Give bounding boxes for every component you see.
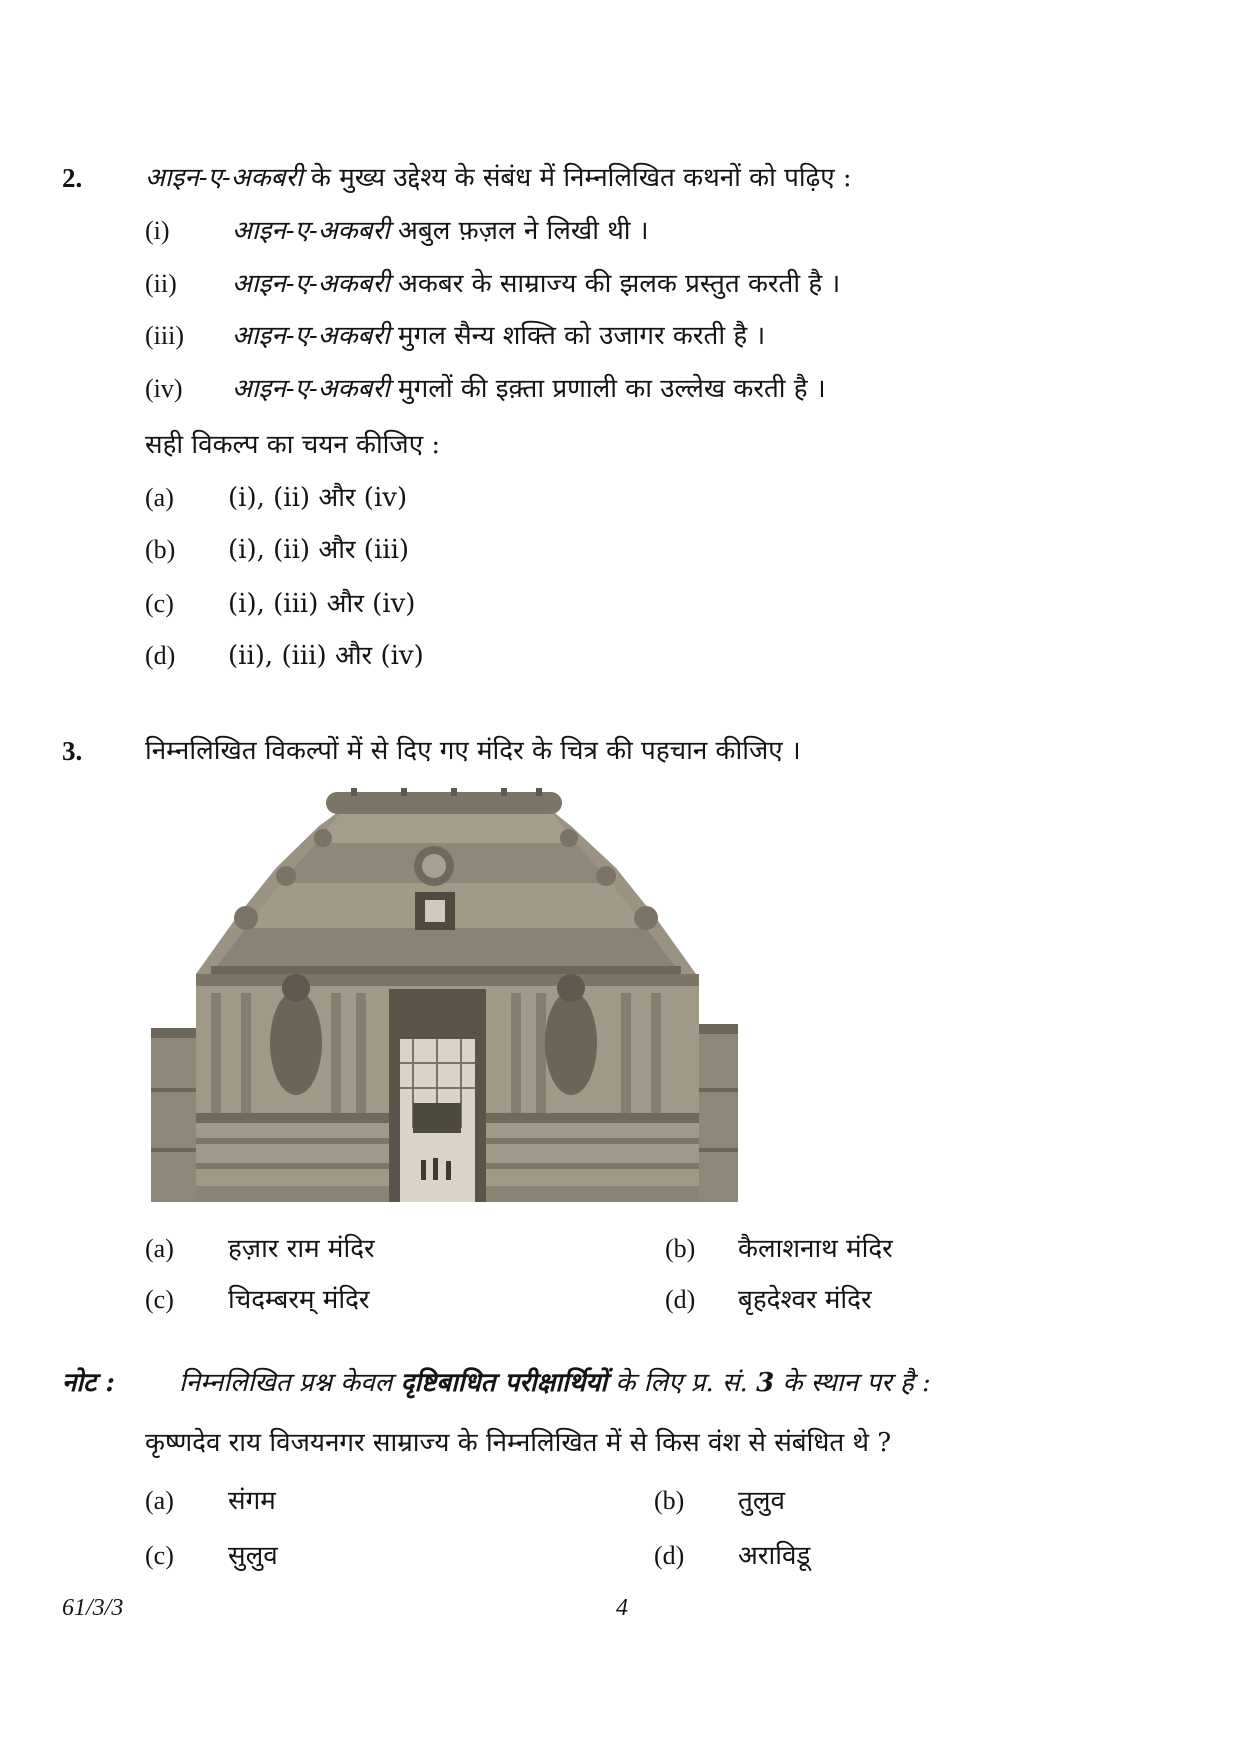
- option-label: (d): [145, 641, 176, 670]
- question-stem: निम्नलिखित विकल्पों में से दिए गए मंदिर के चित्र की पहचान कीजिए ।: [145, 736, 801, 766]
- note-text-part: के लिए प्र. सं.: [615, 1368, 748, 1398]
- option-label: (d): [654, 1541, 685, 1570]
- page-number: 4: [616, 1595, 628, 1621]
- note-text: [179, 1367, 931, 1399]
- note-text-part: निम्नलिखित प्रश्न केवल: [179, 1368, 393, 1398]
- option-text: (ii), (iii) और (iv): [228, 641, 424, 671]
- question-stem: [145, 162, 852, 194]
- note-question-ref: 3: [756, 1368, 775, 1398]
- option-label: (c): [145, 589, 174, 618]
- option-label: (a): [145, 1486, 174, 1515]
- option-text: (i), (ii) और (iii): [228, 535, 410, 565]
- statement-label: (i): [145, 216, 170, 245]
- book-title: आइन-ए-अकबरी: [232, 374, 390, 404]
- statement-text: [232, 320, 765, 352]
- statement-body: मुगलों की इक़्ता प्रणाली का उल्लेख करती है ।: [398, 374, 826, 404]
- statement-body: मुगल सैन्य शक्ति को उजागर करती है ।: [398, 321, 766, 351]
- statement-body: अबुल फ़ज़ल ने लिखी थी ।: [398, 216, 649, 246]
- temple-photo: [151, 788, 738, 1202]
- statement-text: [232, 268, 840, 300]
- note-emphasis: दृष्टिबाधित परीक्षार्थियों: [400, 1368, 608, 1398]
- option-label: (b): [665, 1234, 696, 1263]
- option-text: अराविडू: [738, 1541, 811, 1571]
- option-text: चिदम्बरम् मंदिर: [228, 1285, 370, 1315]
- paper-code: 61/3/3: [62, 1595, 124, 1621]
- statement-text: [232, 215, 649, 247]
- option-text: (i), (ii) और (iv): [228, 483, 408, 513]
- note-label: नोट :: [62, 1368, 115, 1398]
- book-title: आइन-ए-अकबरी: [232, 216, 390, 246]
- question-number: 2.: [62, 163, 83, 193]
- book-title: आइन-ए-अकबरी: [232, 269, 390, 299]
- option-label: (d): [665, 1285, 696, 1314]
- stem-text: के मुख्य उद्देश्य के संबंध में निम्नलिखित कथनों को पढ़िए :: [311, 163, 852, 193]
- statement-label: (iv): [145, 374, 183, 403]
- note-text-part: के स्थान पर है :: [782, 1368, 931, 1398]
- book-title: आइन-ए-अकबरी: [145, 163, 303, 193]
- book-title: आइन-ए-अकबरी: [232, 321, 390, 351]
- option-label: (b): [654, 1486, 685, 1515]
- option-label: (b): [145, 535, 176, 564]
- option-label: (c): [145, 1285, 174, 1314]
- statement-label: (iii): [145, 321, 184, 350]
- option-label: (c): [145, 1541, 174, 1570]
- statement-text: [232, 373, 826, 405]
- option-label: (a): [145, 1234, 174, 1263]
- option-text: सुलुव: [228, 1541, 278, 1571]
- option-text: बृहदेश्वर मंदिर: [738, 1285, 872, 1315]
- question-number: 3.: [62, 736, 83, 766]
- left-compound-wall: [151, 1028, 203, 1202]
- option-text: तुलुव: [738, 1486, 785, 1516]
- option-label: (a): [145, 483, 174, 512]
- option-text: हज़ार राम मंदिर: [228, 1234, 375, 1264]
- alternate-question-stem: कृष्णदेव राय विजयनगर साम्राज्य के निम्नलिखित में से किस वंश से संबंधित थे ?: [145, 1428, 892, 1458]
- option-text: (i), (iii) और (iv): [228, 589, 416, 619]
- statement-body: अकबर के साम्राज्य की झलक प्रस्तुत करती है ।: [398, 269, 841, 299]
- option-text: संगम: [228, 1486, 276, 1516]
- gateway-entrance: [389, 989, 486, 1202]
- statement-label: (ii): [145, 269, 177, 298]
- option-text: कैलाशनाथ मंदिर: [738, 1234, 893, 1264]
- instruction-text: सही विकल्प का चयन कीजिए :: [145, 430, 441, 460]
